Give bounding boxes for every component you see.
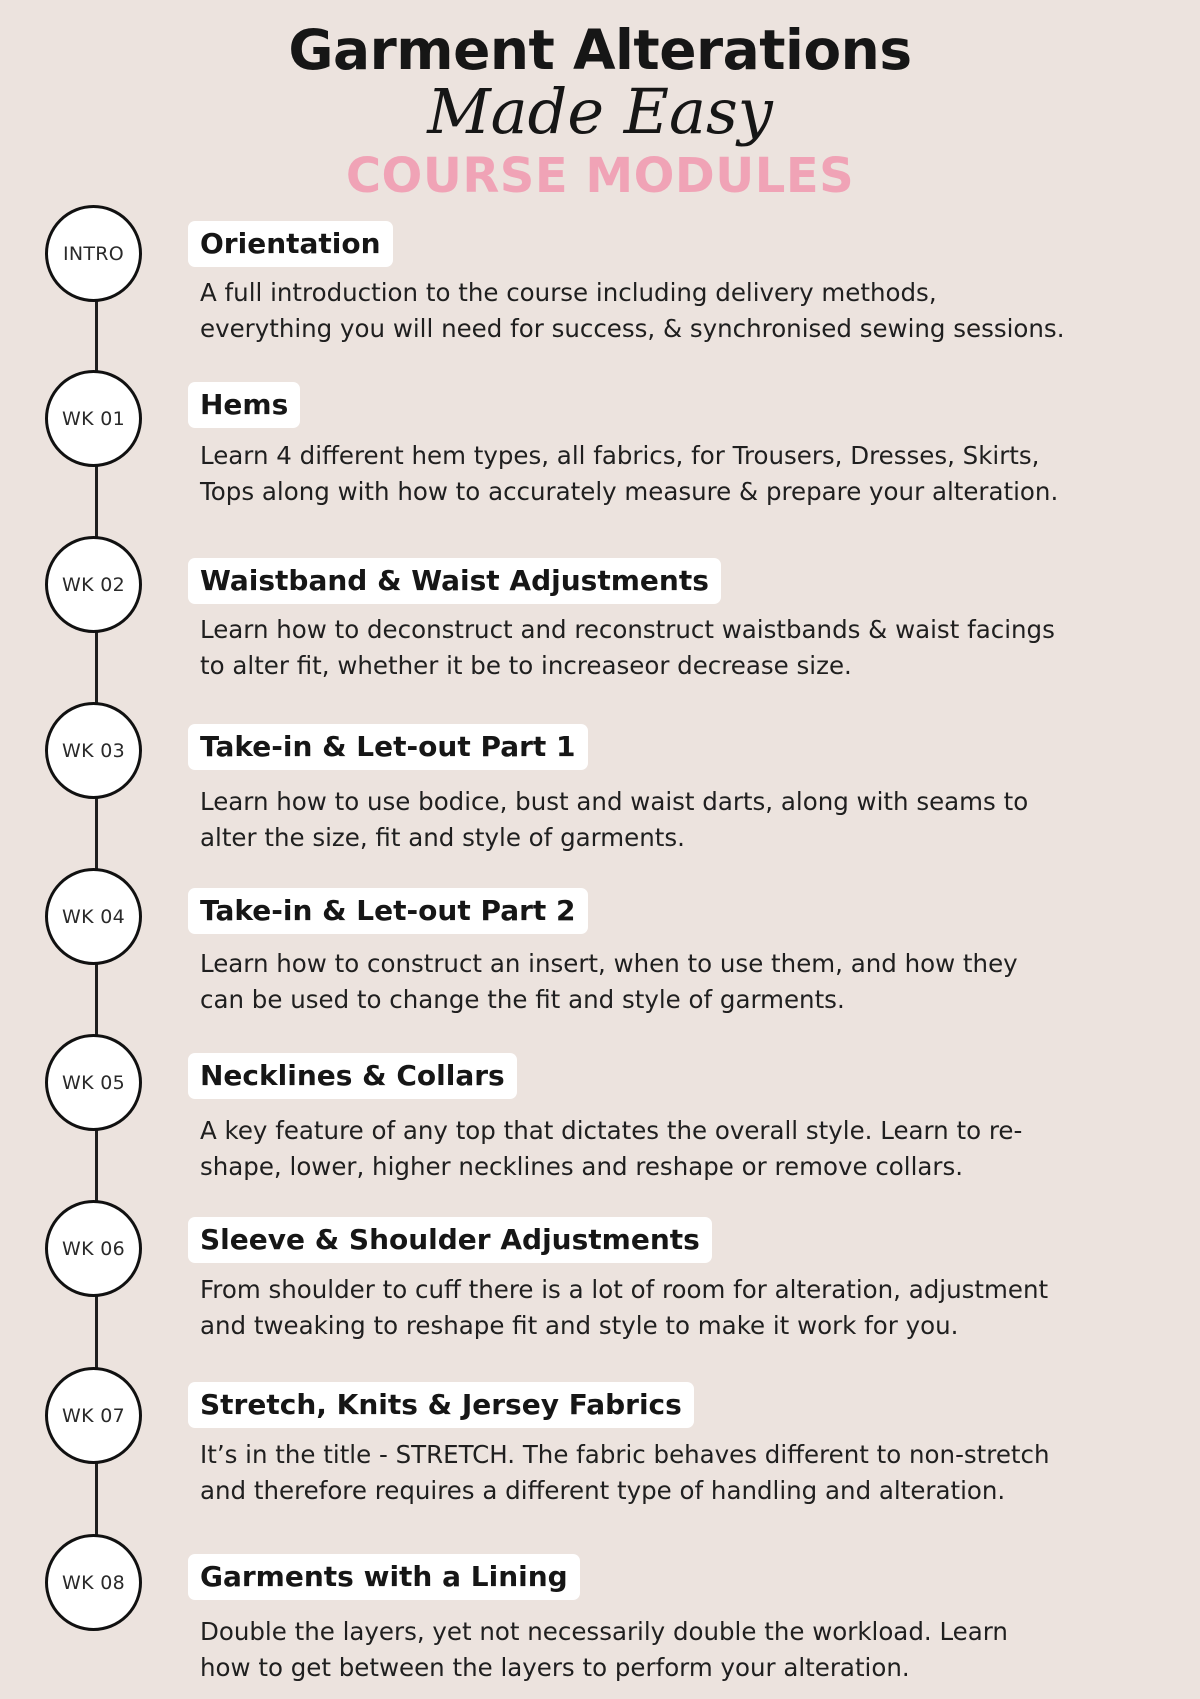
module-description: Double the layers, yet not necessarily double the workload. Learn how to get between the layers to perform your alteration. xyxy=(200,1617,1008,1682)
module-wk02 xyxy=(0,536,1200,701)
module-title: Stretch, Knits & Jersey Fabrics xyxy=(188,1382,694,1428)
module-title: Necklines & Collars xyxy=(188,1053,517,1099)
module-intro xyxy=(0,205,1200,370)
script-subtitle: Made Easy xyxy=(427,75,773,148)
module-badge: WK 02 xyxy=(45,536,142,633)
module-badge: WK 01 xyxy=(45,370,142,467)
module-badge: WK 08 xyxy=(45,1534,142,1631)
module-badge: WK 03 xyxy=(45,702,142,799)
module-description: A full introduction to the course including delivery methods, everything you will need for success, & synchronised sewing sessions. xyxy=(200,278,1065,343)
module-wk01 xyxy=(0,370,1200,535)
module-wk03 xyxy=(0,702,1200,867)
module-wk08 xyxy=(0,1534,1200,1699)
course-modules-heading: COURSE MODULES xyxy=(345,148,855,204)
module-badge: WK 07 xyxy=(45,1367,142,1464)
module-title: Take-in & Let-out Part 1 xyxy=(188,724,588,770)
module-description: Learn 4 different hem types, all fabrics, for Trousers, Dresses, Skirts, Tops along with how to accurately measure & prepare your alteration. xyxy=(200,441,1059,506)
module-description: It’s in the title - STRETCH. The fabric behaves different to non-stretch and therefore requires a different type of handling and alteration. xyxy=(200,1440,1050,1505)
module-wk06 xyxy=(0,1200,1200,1365)
module-description: Learn how to deconstruct and reconstruct waistbands & waist facings to alter fit, whether it be to increaseor decrease size. xyxy=(200,615,1055,680)
module-title: Sleeve & Shoulder Adjustments xyxy=(188,1217,712,1263)
module-description: From shoulder to cuff there is a lot of room for alteration, adjustment and tweaking to reshape fit and style to make it work for you. xyxy=(200,1275,1049,1340)
module-wk07 xyxy=(0,1367,1200,1532)
module-description: Learn how to construct an insert, when to use them, and how they can be used to change the fit and style of garments. xyxy=(200,949,1018,1014)
module-title: Hems xyxy=(188,382,300,428)
module-wk05 xyxy=(0,1034,1200,1199)
module-description: A key feature of any top that dictates the overall style. Learn to re- shape, lower, higher necklines and reshape or remove collars. xyxy=(200,1116,1023,1181)
module-title: Take-in & Let-out Part 2 xyxy=(188,888,588,934)
module-title: Orientation xyxy=(188,221,393,267)
module-badge: INTRO xyxy=(45,205,142,302)
module-title: Waistband & Waist Adjustments xyxy=(188,558,721,604)
module-description: Learn how to use bodice, bust and waist darts, along with seams to alter the size, fit and style of garments. xyxy=(200,787,1029,852)
module-wk04 xyxy=(0,868,1200,1033)
page-title: Garment Alterations xyxy=(288,18,912,82)
module-badge: WK 05 xyxy=(45,1034,142,1131)
module-title: Garments with a Lining xyxy=(188,1554,580,1600)
module-badge: WK 06 xyxy=(45,1200,142,1297)
module-badge: WK 04 xyxy=(45,868,142,965)
